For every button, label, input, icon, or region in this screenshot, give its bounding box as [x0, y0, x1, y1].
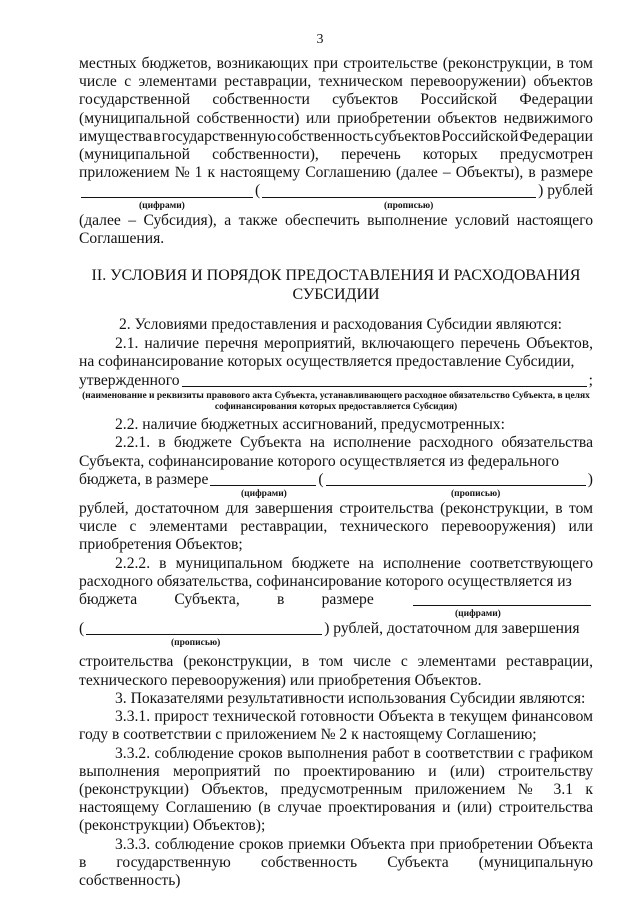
municipal-words-line: ( ) рублей, достаточном для завершения	[79, 620, 580, 638]
paragraph-3-3-3: 3.3.3. соблюдение сроков приемки Объекта при приобретении Объекта в государственную собственность Субъекта (муниципальную собственность)	[79, 835, 593, 889]
subsidy-amount-line: ( ) рублей	[79, 182, 593, 200]
para1-line: приложением № 1 к настоящему Соглашению (далее – Объекты), в размере	[79, 164, 593, 182]
paragraph-2-1: 2.1. наличие перечня мероприятий, включающего перечень Объектов, на софинансирование которых осуществляется предоставление Субсидии,	[79, 335, 593, 371]
municipal-digits-caption	[79, 609, 593, 620]
paragraph-2-2-1: 2.2.1. в бюджете Субъекта на исполнение расходного обязательства Субъекта, софинансирование которого осуществляется из федерального	[79, 434, 593, 470]
paragraph-2-2-1-end: рублей, достаточном для завершения строительства (реконструкции, в том числе с элементами реставрации, технического перевооружения) или приобретения Объектов;	[79, 500, 593, 554]
municipal-digits-field[interactable]	[413, 591, 591, 606]
municipal-amount-line: бюджета Субъекта, в размере	[79, 591, 593, 609]
section-heading: II. УСЛОВИЯ И ПОРЯДОК ПРЕДОСТАВЛЕНИЯ И РАСХОДОВАНИЯ СУБСИДИИ	[91, 267, 581, 304]
federal-digits-field[interactable]	[210, 471, 316, 486]
approved-line: утвержденного ;	[79, 371, 593, 389]
legal-act-note: (наименование и реквизиты правового акта Субъекта, устанавливающего расходное обязательство Субъекта, в целях софинансирования которых предоставляется Субсидия)	[82, 390, 590, 413]
para1-line: местных бюджетов, возникающих при строительстве (реконструкции, в том	[79, 55, 593, 72]
paragraph-1	[79, 55, 593, 182]
caption-words: (прописью)	[451, 489, 501, 500]
document-body	[79, 55, 593, 890]
page-number: 3	[316, 32, 324, 47]
paragraph-3-3-2: 3.3.2. соблюдение сроков выполнения работ в соответствии с графиком выполнения мероприятий по проектированию и (или) строительству (реконструкции) Объектов, предусмотренным приложением № 3.1 к настоящему Соглашению (в случае проектирования и (или) строительства (реконструкции) Объектов);	[79, 744, 593, 835]
federal-captions	[79, 489, 593, 500]
federal-words-field[interactable]	[326, 471, 586, 486]
municipal-words-field[interactable]	[86, 620, 322, 635]
paragraph-2-2-2-end: строительства (реконструкции, в том числе с элементами реставрации, технического перевооружения) или приобретения Объектов.	[79, 653, 593, 689]
caption-digits: (цифрами)	[241, 489, 287, 500]
amount-digits-field[interactable]	[81, 183, 253, 198]
federal-amount-line: бюджета, в размере ( )	[79, 470, 593, 488]
legal-act-field[interactable]	[182, 372, 587, 387]
caption-digits: (цифрами)	[139, 200, 185, 211]
paragraph-2-2-2: 2.2.2. в муниципальном бюджете на исполнение соответствующего расходного обязательства, софинансирование которого осуществляется из	[79, 554, 593, 590]
paragraph-3: 3. Показателями результативности использования Субсидии являются:	[115, 689, 586, 707]
amount-captions	[79, 201, 593, 212]
paragraph-2: 2. Условиями предоставления и расходования Субсидии являются:	[119, 316, 562, 334]
paragraph-2-2: 2.2. наличие бюджетных ассигнований, предусмотренных:	[115, 416, 505, 434]
para1-line: (муниципальной собственности), перечень которых предусмотрен	[79, 146, 593, 164]
para1-line: числе с элементами реставрации, техническом перевооружении) объектов	[79, 73, 593, 91]
para1-line: (муниципальной собственности) или приобретении объектов недвижимого	[79, 109, 593, 127]
amount-words-field[interactable]	[262, 183, 536, 198]
caption-words: (прописью)	[384, 200, 434, 211]
caption-words: (прописью)	[171, 638, 221, 649]
para1-line: имущества в государственную собственность субъектов Российской Федерации	[79, 127, 593, 145]
municipal-words-caption	[79, 638, 593, 649]
paragraph-1-end: (далее – Субсидия), а также обеспечить выполнение условий настоящего Соглашения.	[79, 211, 593, 247]
caption-digits: (цифрами)	[455, 609, 501, 620]
para1-line: государственной собственности субъектов Российской Федерации	[79, 91, 593, 109]
paragraph-3-3-1: 3.3.1. прирост технической готовности Объекта в текущем финансовом году в соответствии с приложением № 2 к настоящему Соглашению;	[79, 708, 593, 744]
